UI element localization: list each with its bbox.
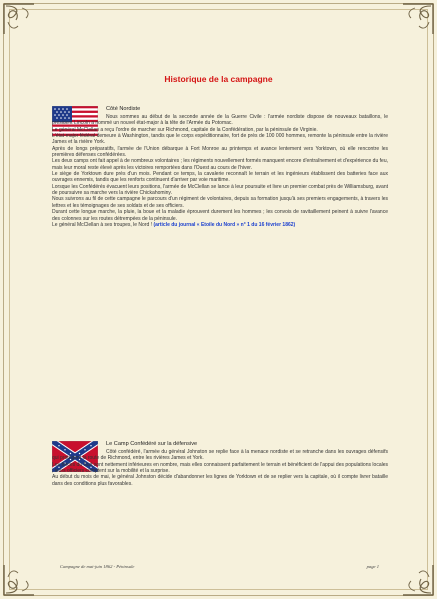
paragraph: Le général McClellan a reçu l'ordre de marcher sur Richmond, capitale de la Confédération, par la péninsule de Virginie. <box>52 126 318 133</box>
corner-ornament-icon <box>2 563 36 597</box>
footer-campaign-name: Campagne de mai-juin 1862 - Péninsule <box>60 564 135 569</box>
corner-ornament-icon <box>401 563 435 597</box>
paragraph: Lorsque les Confédérés évacuent leurs positions, l'armée de McClellan se lance à leur poursuite et livre un premier combat près de Williamsburg, avant de poursuivre sa marche vers la rivière Chickahominy. <box>52 183 388 197</box>
paragraph: Au début du mois de mai, le général Johnston décide d'abandonner les lignes de Yorktown et de se replier vers la capitale, où il compte livrer bataille dans des conditions plus favorables. <box>52 474 388 487</box>
paragraph: Côté confédéré, l'armée du général Johnston se replie face à la menace nordiste et se retranche dans les ouvrages défensifs qui protègent la route de Richmond, entre les rivières James et York. <box>52 449 388 462</box>
citation-paragraph <box>52 222 388 228</box>
union-heading: Côté Nordiste <box>106 106 141 112</box>
corner-ornament-icon <box>401 2 435 36</box>
confederate-text-block <box>52 449 388 487</box>
paragraph: Nous sommes au début de la seconde année de la Guerre Civile : l'armée nordiste dispose de nouveaux bataillons, le président Lincoln a nommé un nouvel état-major à la tête de l'Armée du Potomac. <box>52 114 388 127</box>
footer-page-number: page 1 <box>366 564 379 569</box>
paragraph: L'état-major fédéral demeure à Washington, tandis que le corps expéditionnaire, fort de près de 100 000 hommes, remonte la péninsule entre la rivière James et la rivière York. <box>52 133 388 146</box>
confederate-heading: Le Camp Confédéré sur la défensive <box>106 441 198 447</box>
paragraph: Nous suivrons au fil de cette campagne le parcours d'un régiment de volontaires, depuis sa formation jusqu'à ses premiers engagements, à travers les lettres et les témoignages de ses soldats et de ses officiers. <box>52 196 388 209</box>
page-title: Historique de la campagne <box>164 74 273 84</box>
paragraph: Les deux camps ont fait appel à de nombreux volontaires ; les régiments nouvellement formés manquent encore d'entraînement et d'expérience du feu, mais leur moral reste élevé après les victoires remportées dans l'Ouest au cours de l'hiver. <box>52 158 388 171</box>
paragraph: Après de longs préparatifs, l'armée de l'Union débarque à Fort Monroe au printemps et avance lentement vers Yorktown, où elle rencontre les premières défenses confédérées. <box>52 145 388 159</box>
newspaper-citation-link[interactable]: (article du journal « Etoile du Nord » n° 1 du 16 février 1862) <box>153 221 296 228</box>
union-text-block <box>52 114 388 228</box>
corner-ornament-icon <box>2 2 36 36</box>
paragraph: Le siège de Yorktown dure près d'un mois. Pendant ce temps, la cavalerie reconnaît le terrain et les ingénieurs établissent des batteries face aux ouvrages ennemis, tandis que les renforts continuent d'arriver par voie maritime. <box>52 171 388 184</box>
citation-prefix: Le général McClellan à ses troupes, le Nord ! <box>52 221 153 228</box>
paragraph: Les forces du Sud sont nettement inférieures en nombre, mais elles connaissent parfaitement le terrain et bénéficient de l'appui des populations locales ; leurs officiers comptent sur la mobilité et la surprise. <box>52 461 388 475</box>
paragraph: Durant cette longue marche, la pluie, la boue et la maladie éprouvent durement les hommes ; les convois de ravitaillement peinent à suivre l'avance des colonnes sur les routes détrempées de la péninsule. <box>52 209 388 222</box>
page-border-inner <box>9 9 428 590</box>
